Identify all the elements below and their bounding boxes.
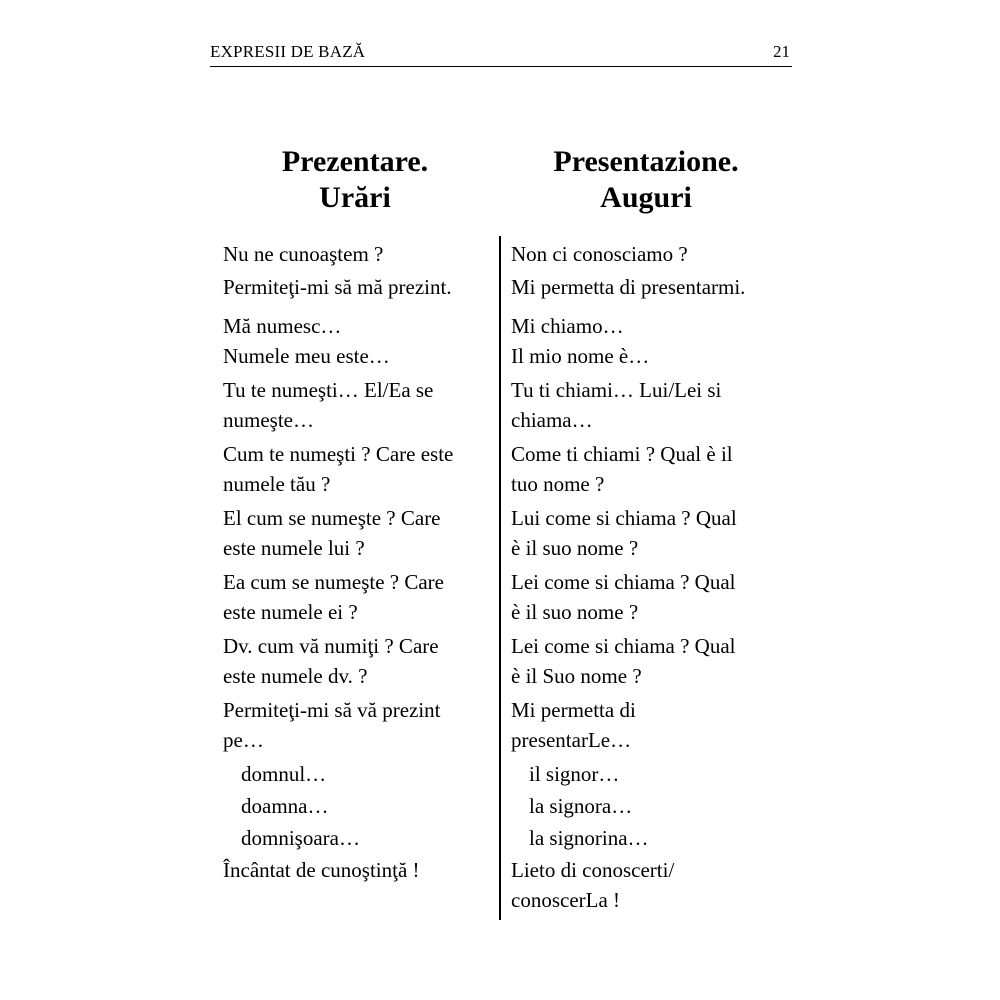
romanian-title-line: Prezentare. bbox=[281, 145, 429, 178]
italian-phrase-line: Mi chiamo… bbox=[511, 314, 624, 338]
romanian-phrase-line: numeşte… bbox=[223, 408, 314, 432]
romanian-phrase-line: doamna… bbox=[241, 794, 329, 818]
italian-phrase-line: è il Suo nome ? bbox=[511, 664, 642, 688]
romanian-phrase bbox=[223, 239, 493, 269]
italian-phrase bbox=[511, 759, 791, 789]
romanian-phrase bbox=[223, 823, 493, 853]
romanian-phrase bbox=[223, 503, 493, 563]
romanian-phrase-line: Ea cum se numeşte ? Care bbox=[223, 570, 444, 594]
romanian-phrase-line: domnul… bbox=[241, 762, 327, 786]
italian-phrase-line: Mi permetta di bbox=[511, 698, 636, 722]
italian-phrase-line: Lei come si chiama ? Qual bbox=[511, 634, 736, 658]
italian-phrase-line: Non ci conosciamo ? bbox=[511, 242, 688, 266]
italian-phrase bbox=[511, 823, 791, 853]
italian-phrase bbox=[511, 695, 791, 755]
romanian-phrase-line: este numele dv. ? bbox=[223, 664, 368, 688]
italian-phrase-line: Lieto di conoscerti/ bbox=[511, 858, 675, 882]
italian-phrase bbox=[511, 239, 791, 269]
romanian-phrase-line: Încântat de cunoştinţă ! bbox=[223, 858, 420, 882]
romanian-phrase-line: Tu te numeşti… El/Ea se bbox=[223, 378, 434, 402]
italian-phrase-line: la signora… bbox=[529, 794, 633, 818]
romanian-phrase-line: Mă numesc… bbox=[223, 314, 342, 338]
italian-phrase bbox=[511, 375, 791, 435]
italian-phrase-line: Il mio nome è… bbox=[511, 344, 650, 368]
romanian-phrase-line: numele tău ? bbox=[223, 472, 331, 496]
italian-phrase bbox=[511, 791, 791, 821]
italian-phrase bbox=[511, 272, 791, 302]
italian-title-line: Presentazione. bbox=[553, 145, 739, 178]
romanian-phrase bbox=[223, 791, 493, 821]
column-divider bbox=[499, 236, 501, 920]
italian-phrase-line: è il suo nome ? bbox=[511, 536, 639, 560]
italian-title-line: Auguri bbox=[600, 181, 692, 214]
romanian-phrase bbox=[223, 311, 493, 371]
italian-phrase-line: Tu ti chiami… Lui/Lei si bbox=[511, 378, 722, 402]
italian-phrase-line: il signor… bbox=[529, 762, 620, 786]
section-title: EXPRESII DE BAZĂ bbox=[210, 42, 366, 61]
page-titles bbox=[210, 144, 792, 224]
italian-phrase-line: chiama… bbox=[511, 408, 593, 432]
romanian-phrase-line: este numele lui ? bbox=[223, 536, 365, 560]
romanian-phrase-line: domnişoara… bbox=[241, 826, 360, 850]
romanian-phrase-line: este numele ei ? bbox=[223, 600, 358, 624]
romanian-phrase-line: Permiteţi-mi să vă prezint bbox=[223, 698, 441, 722]
romanian-phrase bbox=[223, 567, 493, 627]
romanian-phrase-line: Permiteţi-mi să mă prezint. bbox=[223, 275, 452, 299]
running-header bbox=[210, 40, 792, 67]
romanian-phrase bbox=[223, 375, 493, 435]
romanian-title bbox=[210, 144, 500, 216]
italian-phrase bbox=[511, 567, 791, 627]
romanian-phrase-line: Numele meu este… bbox=[223, 344, 390, 368]
romanian-phrase bbox=[223, 695, 493, 755]
italian-phrase-line: è il suo nome ? bbox=[511, 600, 639, 624]
romanian-phrase-line: Dv. cum vă numiţi ? Care bbox=[223, 634, 439, 658]
romanian-phrase-line: Cum te numeşti ? Care este bbox=[223, 442, 454, 466]
italian-phrase-line: Come ti chiami ? Qual è il bbox=[511, 442, 733, 466]
page-number: 21 bbox=[773, 42, 790, 61]
italian-phrase-line: conoscerLa ! bbox=[511, 888, 621, 912]
italian-phrase-line: Lei come si chiama ? Qual bbox=[511, 570, 736, 594]
romanian-phrase bbox=[223, 272, 493, 302]
italian-phrase-line: presentarLe… bbox=[511, 728, 632, 752]
romanian-phrase bbox=[223, 439, 493, 499]
italian-phrase bbox=[511, 855, 791, 915]
romanian-phrase bbox=[223, 631, 493, 691]
italian-phrase-line: Mi permetta di presentarmi. bbox=[511, 275, 746, 299]
romanian-phrase-line: El cum se numeşte ? Care bbox=[223, 506, 441, 530]
italian-title bbox=[500, 144, 792, 216]
italian-phrase bbox=[511, 503, 791, 563]
italian-phrase bbox=[511, 439, 791, 499]
romanian-phrase bbox=[223, 855, 493, 885]
italian-phrase bbox=[511, 631, 791, 691]
romanian-phrase-line: Nu ne cunoaştem ? bbox=[223, 242, 384, 266]
romanian-phrase-line: pe… bbox=[223, 728, 264, 752]
romanian-phrase bbox=[223, 759, 493, 789]
romanian-title-line: Urări bbox=[319, 181, 391, 214]
italian-phrase-line: Lui come si chiama ? Qual bbox=[511, 506, 737, 530]
italian-phrase-line: tuo nome ? bbox=[511, 472, 605, 496]
italian-phrase-line: la signorina… bbox=[529, 826, 649, 850]
italian-phrase bbox=[511, 311, 791, 371]
